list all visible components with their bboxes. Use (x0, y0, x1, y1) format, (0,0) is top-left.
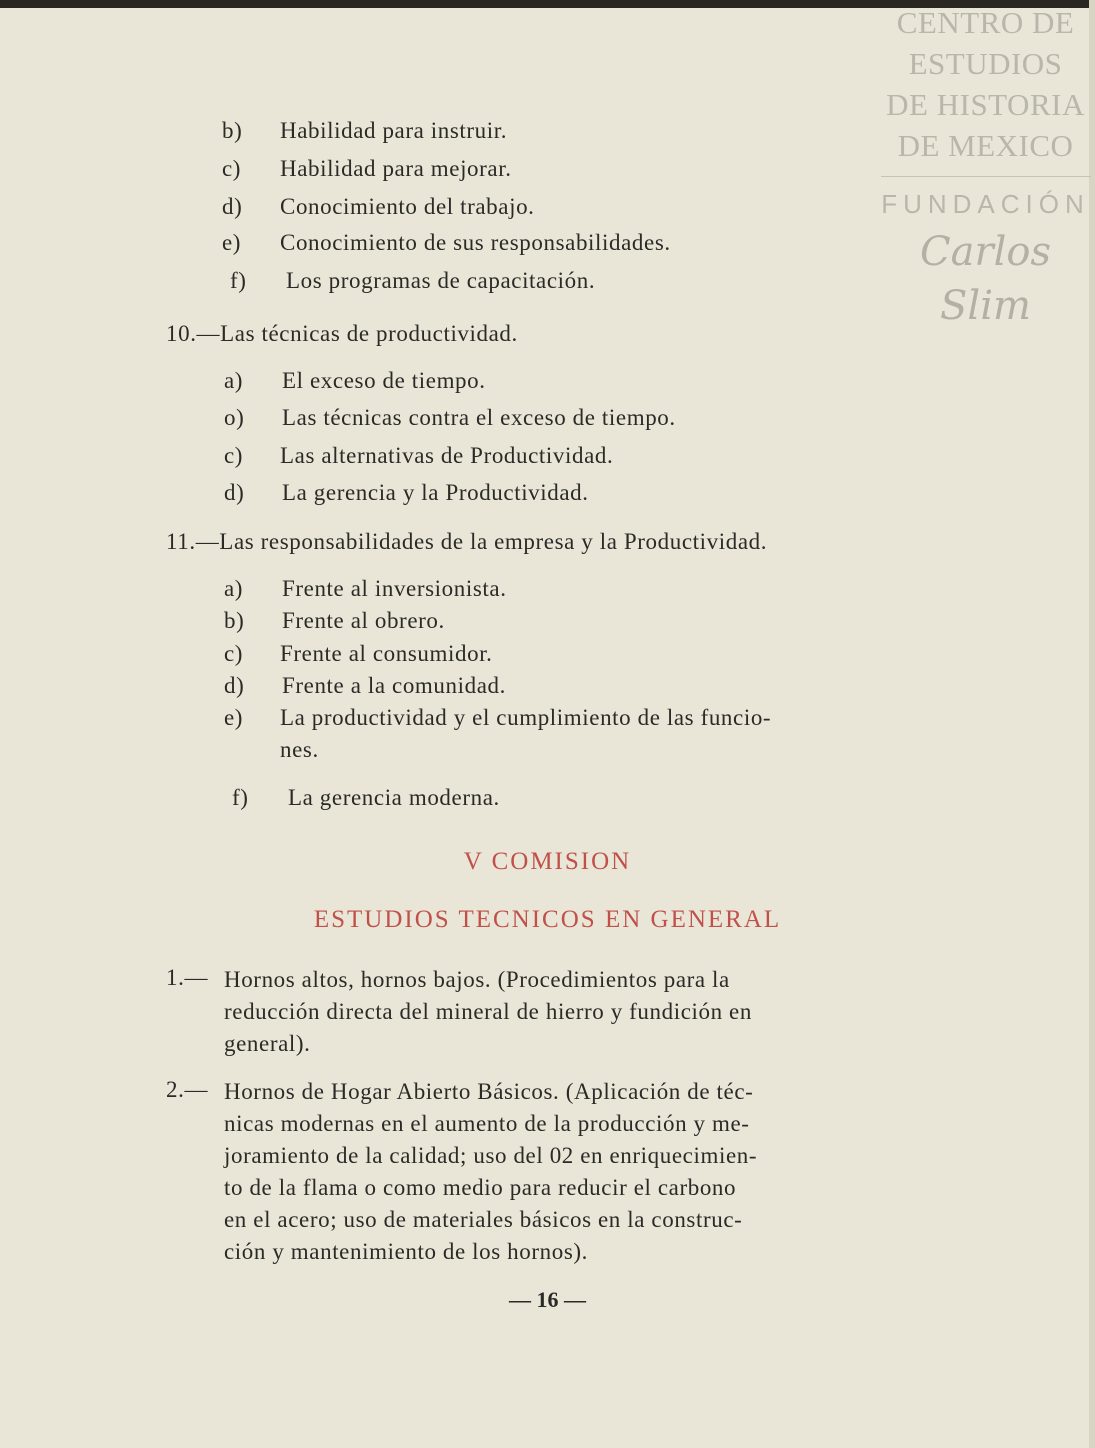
item-text: Frente al obrero. (282, 608, 445, 633)
item-text: Frente a la comunidad. (282, 673, 506, 698)
item-letter: a) (224, 576, 244, 601)
item-title: 10.—Las técnicas de productividad. (166, 321, 518, 346)
item-text: Los programas de capacitación. (286, 268, 596, 293)
item-letter: e) (222, 230, 242, 255)
item-text: Las técnicas contra el exceso de tiempo. (282, 405, 676, 430)
item-number: 2.— (166, 1077, 209, 1102)
item-letter: f) (232, 785, 249, 810)
item-letter: b) (224, 608, 245, 633)
paragraph-line: en el acero; uso de materiales básicos en la construc- (224, 1207, 743, 1232)
item-text: La gerencia moderna. (288, 785, 500, 810)
item-letter: d) (224, 673, 245, 698)
item-text: Conocimiento del trabajo. (280, 194, 535, 219)
paragraph-line: reducción directa del mineral de hierro y fundición en (224, 999, 752, 1024)
section-subtitle: ESTUDIOS TECNICOS EN GENERAL (313, 906, 782, 933)
item-title: 11.—Las responsabilidades de la empresa y la Productividad. (166, 529, 768, 554)
item-letter: c) (222, 156, 242, 181)
item-letter: o) (224, 405, 245, 430)
watermark-line: ESTUDIOS (908, 46, 1063, 81)
item-text: Las alternativas de Productividad. (280, 443, 614, 468)
watermark-foundation: FUNDACIÓN (881, 189, 1090, 219)
item-letter: e) (224, 705, 244, 730)
item-text: Frente al inversionista. (282, 576, 507, 601)
item-letter: c) (224, 443, 244, 468)
item-letter: c) (224, 641, 244, 666)
item-text: La productividad y el cumplimiento de las funcio- (280, 705, 772, 730)
item-paragraph (224, 1076, 930, 1268)
page-number: — 16 — (509, 1287, 586, 1312)
paragraph-line: to de la flama o como medio para reducir el carbono (224, 1175, 737, 1200)
paragraph-line: nicas modernas en el aumento de la producción y me- (224, 1111, 750, 1136)
item-text: Habilidad para mejorar. (280, 156, 512, 181)
paragraph-line: ción y mantenimiento de los hornos). (224, 1239, 588, 1264)
item-letter: d) (224, 480, 245, 505)
item-letter: d) (222, 194, 243, 219)
item-number: 1.— (166, 965, 209, 990)
item-text: La gerencia y la Productividad. (282, 480, 589, 505)
item-text: El exceso de tiempo. (282, 368, 486, 393)
section-title: V COMISION (463, 848, 632, 875)
watermark-signature: Carlos Slim (920, 229, 1051, 329)
paragraph-line: joramiento de la calidad; uso del 02 en enriquecimien- (224, 1143, 758, 1168)
item-letter: f) (230, 268, 247, 293)
watermark (876, 0, 1095, 329)
item-text-continued: nes. (280, 737, 319, 762)
watermark-line: DE MEXICO (897, 128, 1074, 163)
paragraph-line: Hornos de Hogar Abierto Básicos. (Aplicación de téc- (224, 1079, 754, 1104)
watermark-divider (881, 176, 1091, 177)
item-paragraph (224, 964, 930, 1060)
item-text: Frente al consumidor. (280, 641, 493, 666)
paragraph-line: general). (224, 1031, 311, 1056)
item-letter: b) (222, 118, 243, 143)
watermark-line: CENTRO DE (896, 5, 1075, 40)
item-text: Habilidad para instruir. (280, 118, 508, 143)
watermark-line: DE HISTORIA (886, 87, 1085, 122)
item-letter: a) (224, 368, 244, 393)
paragraph-line: Hornos altos, hornos bajos. (Procedimientos para la (224, 967, 730, 992)
item-text: Conocimiento de sus responsabilidades. (280, 230, 671, 255)
